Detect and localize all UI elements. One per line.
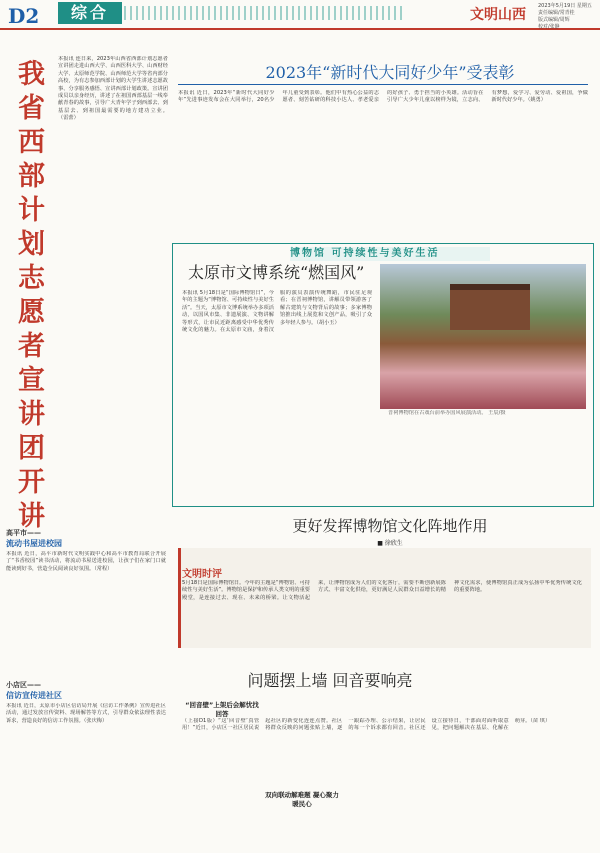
brief-gaoping [6,528,166,661]
commentary-body: 5月18日是国际博物馆日。今年的主题是“博物馆、可持续性与美好生活”。博物馆是保护和传承人类文明的重要殿堂，是连接过去、现在、未来的桥梁。让文物活起来，让博物馆成为人们的文化客厅，需要不断创新展陈方式、丰富文化供给，更好满足人民群众日益增长的精神文化需求，使博物馆真正成为弘扬中华优秀传统文化的重要阵地。 [182,580,582,601]
brief-gaoping-place: 高平市—— [6,529,41,537]
commentary-tag: 文明时评 [182,569,222,580]
commentary-author: ■ 徐欣生 [377,540,403,547]
photo-caption: 晋祠博物馆在古戏台前举办国风展演活动。 王辰/摄 [388,410,506,416]
brief-gaoping-body: 本报讯 近日，高平市新时代文明实践中心和高平市教育局联合开展了“书香校园”读书活动，将流动书屋送进校园，让孩子们在家门口就能读到好书，营造全民阅读良好氛围。（常程） [6,551,166,572]
museum-article-body: 本报讯 5月18日是“国际博物馆日”，今年的主题为“博物馆、可持续性与美好生活”。当天，太原市文博系统举办多项活动，以国风市集、非遗展演、文物讲解等形式，让市民近距离感受中华优秀传统文化的魅力。在太原市文庙，身着汉服的演员表演传统舞蹈，市民驻足观看；在晋祠博物馆，讲解员带领游客了解古建筑与文物背后的故事；多家博物馆推出线上展览和文创产品，吸引了众多年轻人参与。（胡小玉） [182,290,372,334]
brief-gaoping-title: 流动书屋进校园 [6,539,62,548]
qa-article-title: 问题摆上墙 回音要响亮 [247,671,413,690]
brief-xiaodian-body: 本报讯 近日，太原市小店区信访局开展《信访工作条例》宣传进社区活动，通过发放宣传资料、现场解答等方式，引导群众依法理性表达诉求，营造良好的信访工作氛围。（张庆梅） [6,703,166,724]
section-label: 综合 [58,2,122,24]
edition-info [538,3,600,31]
museum-photo [380,264,586,409]
page-number: D2 [8,4,40,28]
brief-xiaodian-place: 小店区—— [6,681,41,689]
header-decoration [124,6,404,20]
qa-article-body: （上接D1版）“这‘回音壁’真管用！”近日，小店区一社区居民说起社区的新变化连连点赞。社区将群众反映的问题张贴上墙，逐一跟踪办理、公示结果，让居民的每一个诉求都有回音。社区还设立接待日，干部面对面听取意见，把问题解决在基层、化解在萌芽。（苗 琪） [182,718,551,732]
edition-proof: 校对/张静 [538,24,560,30]
qa-subhead-2: 双向联动解难题 凝心聚力暖民心 [265,791,339,808]
top-article-title: 2023年“新时代大同好少年”受表彰 [265,63,515,82]
side-story-body: 本报讯 连日来，2023年山西省西部计划志愿者宣讲团走进山西大学、山西医科大学、山西财经大学、太原师范学院、山西师范大学等省内部分高校，为有志参加西部计划的大学生讲述志愿故事、分享服务感悟、宣讲西部计划政策。宣讲团成员以亲身经历，讲述了在祖国西部基层一线奉献青春的故事，引导广大青年学子到西部去、到基层去、到祖国最需要的地方建功立业。（雷蕾） [58,56,168,122]
edition-editor: 责任编辑/常青桂 [538,10,575,16]
edition-layout: 版式编辑/周辉 [538,17,570,23]
top-article-body: 本报讯 近日，2023年“新时代大同好少年”先进事迹发布会在大同举行，20名少年儿童受到表彰。他们中有热心公益的志愿者、刻苦钻研的科技小达人、孝老爱亲的好孩子、勇于担当的小英雄。活动旨在引导广大少年儿童以榜样为镜，立志向、有梦想，爱学习、爱劳动、爱祖国，争做新时代好少年。（姚勇） [178,90,588,104]
side-story-headline: 我省西部计划志愿者宣讲团开讲 [18,59,45,532]
brand-logo: 文明山西 [470,7,526,23]
brief-xiaodian-title: 信访宣传进社区 [6,691,62,700]
museum-banner: 博物馆 可持续性与美好生活 [290,247,490,261]
opera-stage-shape [450,284,530,330]
edition-date: 2023年5月19日 星期五 [538,3,592,9]
qa-subhead-1: “回音壁”上架后会解忧找回答 [185,701,259,718]
commentary-title: 更好发挥博物馆文化阵地作用 [292,517,488,535]
brief-xiaodian [6,680,166,853]
top-article-rule [178,84,588,85]
museum-article-title: 太原市文博系统“燃国风” [188,263,365,282]
side-story-byline: （雷蕾） [58,115,79,122]
